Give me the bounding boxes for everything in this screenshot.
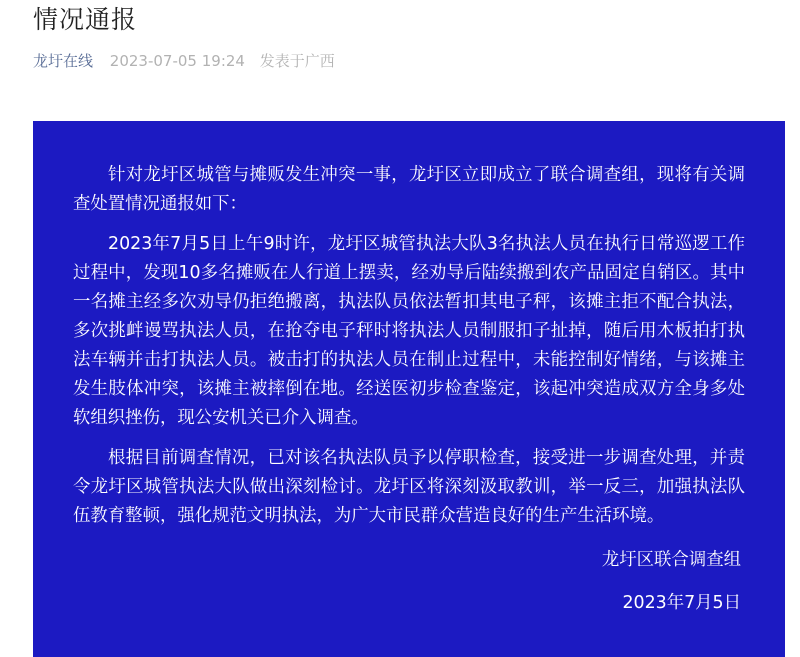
publish-location: 发表于广西: [259, 52, 335, 70]
notice-paragraph: 针对龙圩区城管与摊贩发生冲突一事，龙圩区立即成立了联合调查组，现将有关调查处置情况通报如下：: [73, 165, 745, 214]
notice-signature: 龙圩区联合调查组: [601, 550, 741, 570]
article-meta: [33, 51, 335, 71]
notice-date: 2023年7月5日: [622, 593, 741, 613]
notice-paragraph: 根据目前调查情况，已对该名执法队员予以停职检查，接受进一步调查处理，并责令龙圩区城管执法大队做出深刻检讨。龙圩区将深刻汲取教训，举一反三，加强执法队伍教育整顿，强化规范文明执法，为广大市民群众营造良好的生产生活环境。: [73, 448, 745, 526]
account-name-link[interactable]: 龙圩在线: [33, 52, 94, 70]
notice-paragraph: 2023年7月5日上午9时许，龙圩区城管执法大队3名执法人员在执行日常巡逻工作过程中，发现10多名摊贩在人行道上摆卖，经劝导后陆续搬到农产品固定自销区。其中一名摊主经多次劝导仍拒绝搬离，执法队员依法暂扣其电子秤，该摊主拒不配合执法，多次挑衅谩骂执法人员，在抢夺电子秤时将执法人员制服扣子扯掉，随后用木板拍打执法车辆并击打执法人员。被击打的执法人员在制止过程中，未能控制好情绪，与该摊主发生肢体冲突，该摊主被摔倒在地。经送医初步检查鉴定，该起冲突造成双方全身多处软组织挫伤，现公安机关已介入调查。: [73, 234, 745, 428]
publish-time: 2023-07-05 19:24: [109, 52, 245, 70]
article-title: 情况通报: [33, 5, 138, 34]
notice-image[interactable]: [33, 121, 785, 657]
